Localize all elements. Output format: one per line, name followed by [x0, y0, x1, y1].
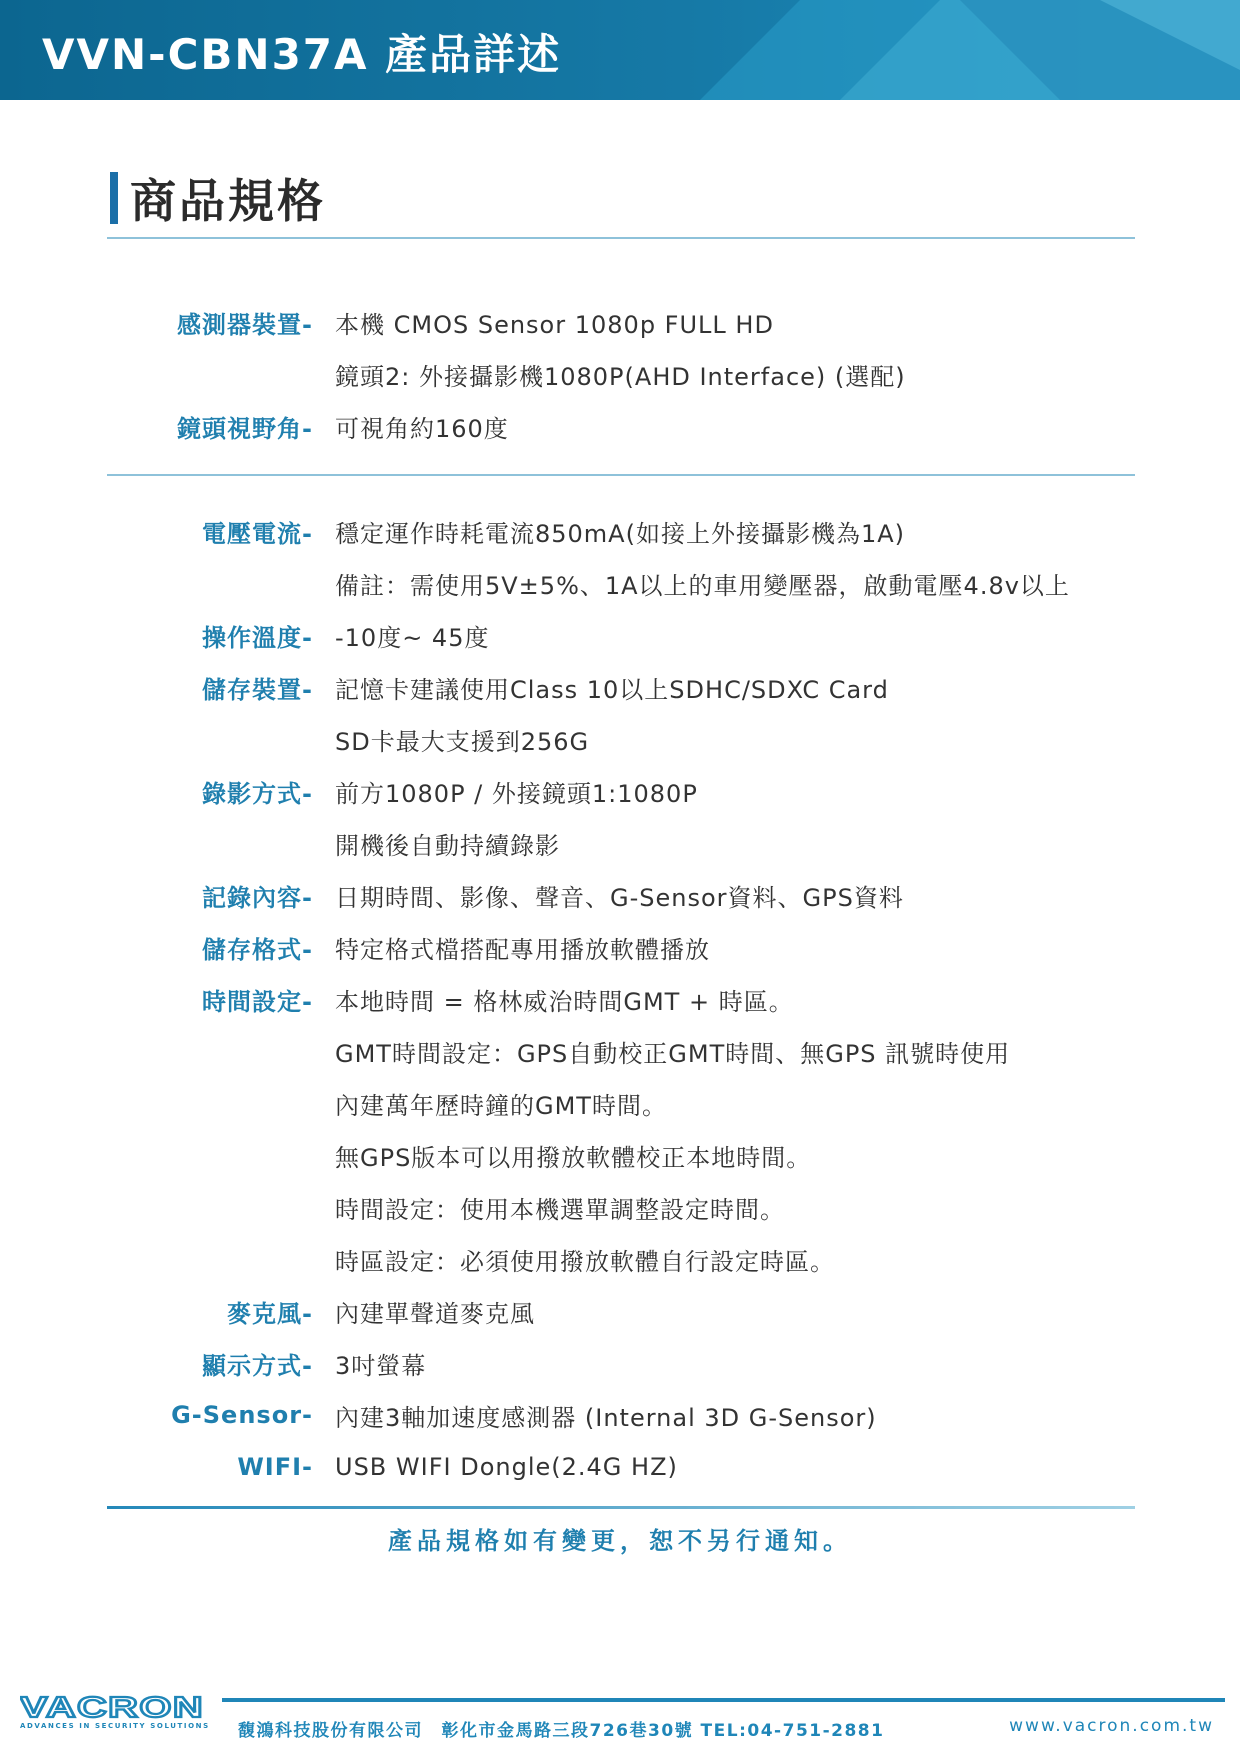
spec-label: WIFI-	[237, 1453, 313, 1481]
spec-label: 電壓電流-	[202, 519, 313, 548]
spec-row	[0, 1285, 1240, 1337]
spec-row	[0, 1337, 1240, 1389]
spec-value: 時區設定：必須使用撥放軟體自行設定時區。	[335, 1247, 835, 1276]
page-title: VVN-CBN37A 產品詳述	[42, 30, 562, 79]
spec-row	[0, 557, 1240, 609]
spec-group-sensor	[0, 296, 1240, 452]
spec-value: 無GPS版本可以用撥放軟體校正本地時間。	[335, 1143, 812, 1172]
spec-value: 內建單聲道麥克風	[335, 1299, 535, 1328]
spec-row	[0, 505, 1240, 557]
spec-label: 顯示方式-	[202, 1351, 313, 1380]
spec-row	[0, 1441, 1240, 1493]
spec-row	[0, 869, 1240, 921]
spec-label: 操作溫度-	[202, 623, 313, 652]
spec-value: 時間設定：使用本機選單調整設定時間。	[335, 1195, 785, 1224]
logo-text: VACRON	[20, 1694, 204, 1720]
spec-value: USB WIFI Dongle(2.4G HZ)	[335, 1453, 678, 1481]
spec-row	[0, 400, 1240, 452]
spec-row	[0, 661, 1240, 713]
spec-row	[0, 609, 1240, 661]
spec-value: 本地時間 = 格林威治時間GMT + 時區。	[335, 987, 794, 1016]
spec-group-details	[0, 505, 1240, 1493]
spec-value: 3吋螢幕	[335, 1351, 427, 1380]
website-url: www.vacron.com.tw	[1009, 1716, 1214, 1736]
spec-row	[0, 713, 1240, 765]
spec-row	[0, 973, 1240, 1025]
spec-label: 錄影方式-	[202, 779, 313, 808]
divider-top	[107, 237, 1135, 239]
spec-label: G-Sensor-	[171, 1401, 313, 1429]
spec-row	[0, 296, 1240, 348]
spec-label: 儲存格式-	[202, 935, 313, 964]
spec-value: 備註：需使用5V±5%、1A以上的車用變壓器，啟動電壓4.8v以上	[335, 571, 1070, 600]
spec-row	[0, 1077, 1240, 1129]
spec-row	[0, 765, 1240, 817]
spec-value: 本機 CMOS Sensor 1080p FULL HD	[335, 310, 774, 339]
spec-row	[0, 817, 1240, 869]
spec-value: 開機後自動持續錄影	[335, 831, 560, 860]
spec-label: 鏡頭視野角-	[177, 414, 313, 443]
spec-value: 內建3軸加速度感測器 (Internal 3D G-Sensor)	[335, 1403, 877, 1432]
footer-rule	[222, 1698, 1225, 1702]
spec-label: 記錄內容-	[202, 883, 313, 912]
spec-label: 感測器裝置-	[177, 310, 313, 339]
company-info: 馥鴻科技股份有限公司 彰化市金馬路三段726巷30號 TEL:04-751-2881	[238, 1721, 885, 1741]
header-banner	[0, 0, 1240, 100]
spec-value: 鏡頭2: 外接攝影機1080P(AHD Interface) (選配)	[335, 362, 906, 391]
spec-label: 儲存裝置-	[202, 675, 313, 704]
spec-value: 前方1080P / 外接鏡頭1:1080P	[335, 779, 698, 808]
spec-row	[0, 1389, 1240, 1441]
divider-middle	[107, 474, 1135, 476]
spec-row	[0, 1181, 1240, 1233]
spec-label: 時間設定-	[202, 987, 313, 1016]
spec-row	[0, 1233, 1240, 1285]
spec-value: 可視角約160度	[335, 414, 509, 443]
spec-row	[0, 921, 1240, 973]
notice-text: 產品規格如有變更，恕不另行通知。	[388, 1527, 852, 1555]
divider-bottom	[107, 1506, 1135, 1509]
spec-value: SD卡最大支援到256G	[335, 727, 590, 756]
spec-value: GMT時間設定：GPS自動校正GMT時間、無GPS 訊號時使用	[335, 1039, 1011, 1068]
spec-value: 穩定運作時耗電流850mA(如接上外接攝影機為1A)	[335, 519, 906, 548]
spec-row	[0, 1025, 1240, 1077]
section-accent-bar	[110, 172, 118, 224]
spec-row	[0, 348, 1240, 400]
spec-value: 日期時間、影像、聲音、G-Sensor資料、GPS資料	[335, 883, 904, 912]
section-header	[110, 172, 326, 228]
spec-value: 記憶卡建議使用Class 10以上SDHC/SDXC Card	[335, 675, 889, 704]
spec-value: 特定格式檔搭配專用播放軟體播放	[335, 935, 710, 964]
spec-row	[0, 1129, 1240, 1181]
footer	[0, 1688, 1240, 1754]
spec-label: 麥克風-	[227, 1299, 313, 1328]
spec-value: 內建萬年歷時鐘的GMT時間。	[335, 1091, 667, 1120]
logo-wordmark	[20, 1694, 206, 1720]
logo-tagline: ADVANCES IN SECURITY SOLUTIONS	[20, 1722, 210, 1730]
brand-logo	[20, 1694, 210, 1730]
spec-value: -10度~ 45度	[335, 623, 490, 652]
section-title: 商品規格	[130, 174, 326, 228]
